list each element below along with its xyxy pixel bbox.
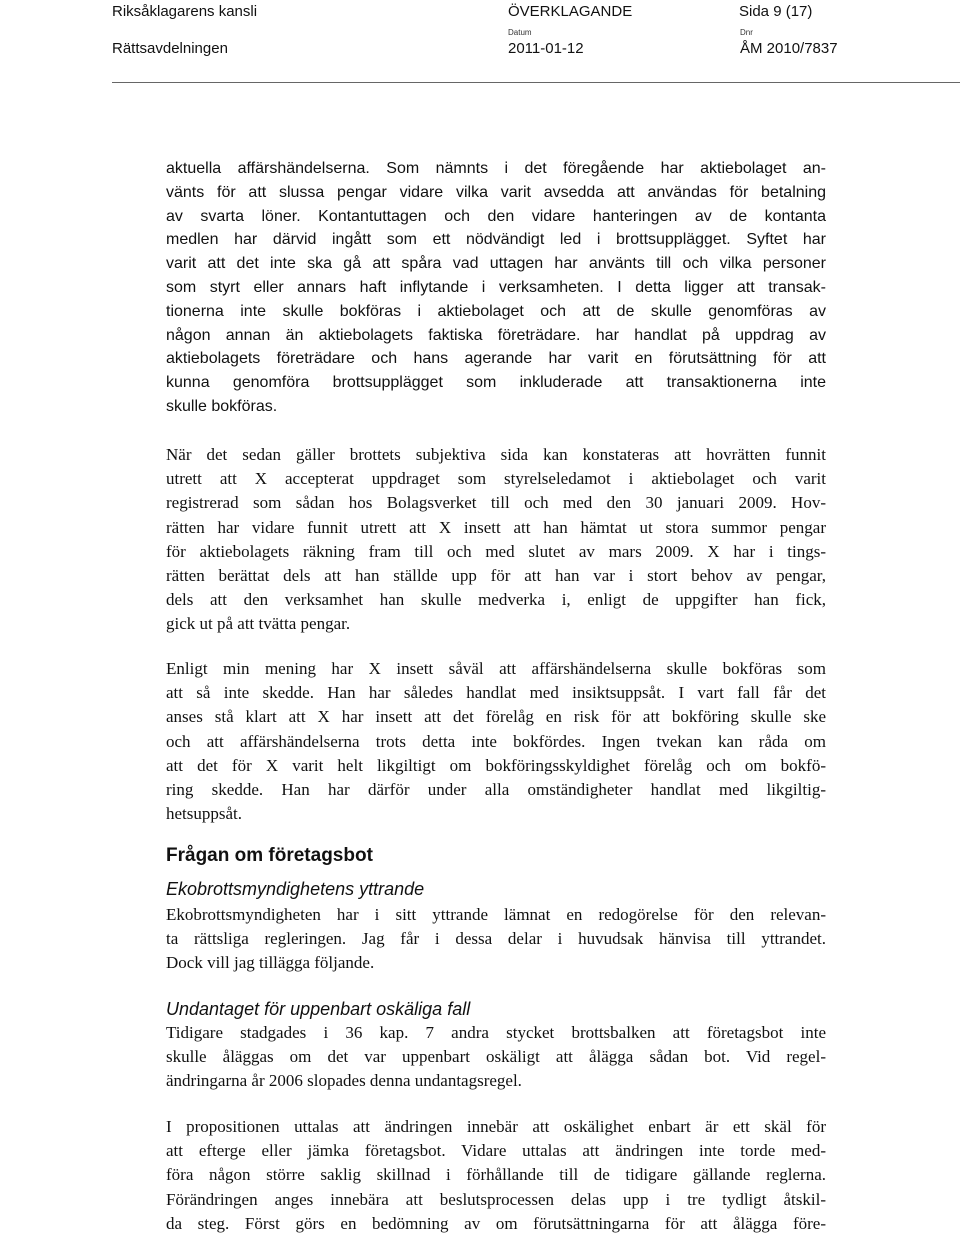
text-line: I propositionen uttalas att ändringen innebär att oskälighet enbart är ett skäl för [166,1117,826,1136]
text-line: medlen har därvid ingått som ett nödvändigt led i brottsupplägget. Syftet har [166,231,826,249]
paragraph-4 [166,903,826,976]
text-line: varit att det inte ska gå att spåra vad uttagen har använts till och vilka personer [166,255,826,273]
text-line: någon annan än aktiebolagets faktiska företrädare. har handlat på uppdrag av [166,326,826,344]
text-line: föra någon större saklig skillnad i förhållande till de tidigare gällande reglerna. [166,1165,826,1185]
text-line: aktiebolagets företrädare och hans agerande har varit en förutsättning för att [166,350,826,368]
header-page-number: Sida 9 (17) [739,3,813,20]
header-ref-number: ÅM 2010/7837 [740,40,838,57]
paragraph-1 [166,157,826,419]
text-line: skulle åläggas om det var uppenbart oskäligt att ålägga sådan bot. Vid regel- [166,1047,826,1067]
subsection-heading: Undantaget för uppenbart oskäliga fall [166,999,471,1019]
text-line: för aktiebolagets räkning fram till och med slutet av mars 2009. X har i tings- [166,541,826,561]
text-line: Förändringen anges innebära att beslutsprocessen delas upp i tre tydligt åtskil- [166,1189,826,1209]
text-line: anses stå klart att X har insett att det förelåg en risk för att bokföring skulle ske [166,707,826,727]
text-line: aktuella affärshändelserna. Som nämnts i det föregående har aktiebolaget an- [166,160,826,177]
text-line: och att affärshändelserna trots detta inte bokfördes. Ingen tvekan kan råda om [166,731,826,751]
text-line: att så inte skedde. Han har således handlat med insiktsuppsåt. I vart fall får det [166,683,826,703]
text-line: När det sedan gäller brottets subjektiva sida kan konstateras att hovrätten funnit [166,445,826,464]
text-line: ta rättsliga regleringen. Jag får i dessa delar i huvudsak hänvisa till yttrandet. [166,929,826,949]
text-line: rätten berättat dels att han ställde upp för att han var i stort behov av pengar, [166,566,826,586]
text-line: ändringarna år 2006 slopades denna undantagsregel. [166,1071,522,1091]
text-line: hetsuppsåt. [166,804,243,824]
paragraph-5 [166,1021,826,1094]
text-line: vänts för att slussa pengar vidare vilka varit avsedda att användas för betalning [166,183,826,201]
text-line: av svarta löner. Kontantuttagen och den vidare hanteringen av de kontanta [166,207,826,225]
header-divider [112,82,960,83]
header-dept: Rättsavdelningen [112,40,228,57]
text-line: att det för X varit helt likgiltigt om bokföringsskyldighet förelåg och om bokfö- [166,755,826,775]
header-date: 2011-01-12 [508,40,584,57]
text-line: kunna genomföra brottsupplägget som inkluderade att transaktionerna inte [166,374,826,392]
paragraph-6 [166,1115,826,1236]
text-line: Ekobrottsmyndigheten har i sitt yttrande lämnat en redogörelse för den relevan- [166,905,826,924]
text-line: da steg. Först görs en bedömning av om förutsättningarna för att ålägga före- [166,1213,826,1233]
text-line: som styrt eller annars haft inflytande i verksamheten. I detta ligger att transak- [166,278,826,296]
text-line: tionerna inte skulle bokföras i aktiebolaget och att de skulle genomföras av [166,302,826,320]
text-line: att efterge eller jämka företagsbot. Vidare uttalas att ändringen inte torde med- [166,1141,826,1161]
text-line: dels att den verksamhet han skulle medverka i, enligt de uppgifter han fick, [166,590,826,610]
text-line: Tidigare stadgades i 36 kap. 7 andra stycket brottsbalken att företagsbot inte [166,1023,826,1042]
header-ref-label: Dnr [740,28,753,37]
text-line: skulle bokföras. [166,397,278,415]
header-doc-type: ÖVERKLAGANDE [508,3,633,20]
header-org: Riksåklagarens kansli [112,3,258,20]
text-line: Enligt min mening har X insett såväl att affärshändelserna skulle bokföras som [166,659,826,678]
text-line: rätten har vidare funnit utrett att X insett att han hämtat ut stora summor pengar [166,517,826,537]
text-line: Dock vill jag tillägga följande. [166,953,375,973]
text-line: ring skedde. Han har därför under alla omständigheter handlat med likgiltig- [166,780,826,800]
subsection-heading: Ekobrottsmyndighetens yttrande [166,879,425,899]
text-line: gick ut på att tvätta pengar. [166,614,351,634]
text-line: registrerad som sådan hos Bolagsverket till och med den 30 januari 2009. Hov- [166,493,826,513]
text-line: utrett att X accepterat uppdraget som styrelseledamot i aktiebolaget och varit [166,469,826,489]
section-heading: Frågan om företagsbot [166,845,373,866]
paragraph-3 [166,657,826,826]
paragraph-2 [166,443,826,637]
header-date-label: Datum [508,28,532,37]
